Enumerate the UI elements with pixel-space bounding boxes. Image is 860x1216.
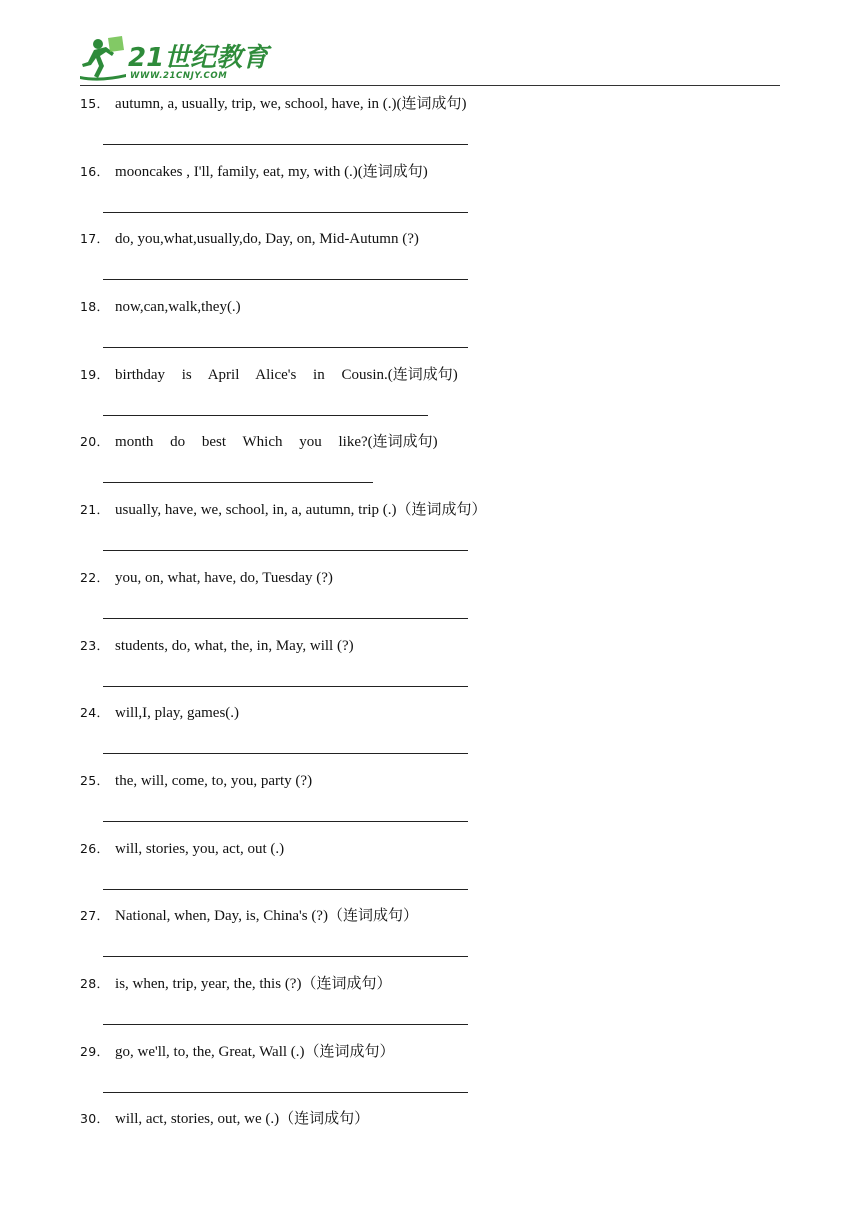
question-item: [80, 568, 780, 636]
question-prompt: [80, 94, 466, 114]
question-prompt: [80, 365, 458, 385]
question-number: 26: [80, 840, 97, 856]
question-number-separator: ．: [96, 1111, 110, 1127]
answer-blank-line[interactable]: [103, 347, 468, 348]
question-item: [80, 906, 780, 974]
question-prompt: [80, 974, 391, 994]
question-item: [80, 703, 780, 771]
question-text: will,I, play, games(.): [115, 705, 240, 722]
question-prompt: [80, 1109, 369, 1129]
question-number-separator: ．: [96, 908, 110, 924]
question-prompt: [80, 162, 428, 182]
question-number-separator: ．: [96, 299, 110, 315]
question-number: 22: [80, 569, 97, 585]
question-text: usually, have, we, school, in, a, autumn, trip (.)（连词成句）: [115, 502, 487, 519]
question-number-separator: ．: [96, 569, 110, 585]
question-prompt: [80, 297, 241, 317]
answer-blank-line[interactable]: [103, 482, 373, 483]
answer-blank-line[interactable]: [103, 279, 468, 280]
question-item: [80, 771, 780, 839]
question-number-separator: ．: [96, 96, 110, 111]
question-prompt: [80, 568, 333, 588]
question-number: 25: [80, 772, 97, 788]
question-number: 29: [80, 1043, 97, 1059]
answer-blank-line[interactable]: [103, 144, 468, 145]
question-item: [80, 365, 780, 433]
question-text: the, will, come, to, you, party (?): [115, 772, 313, 789]
question-text: go, we'll, to, the, Great, Wall (.)（连词成句）: [115, 1043, 395, 1060]
question-number: 30: [80, 1111, 97, 1127]
question-text: you, on, what, have, do, Tuesday (?): [115, 569, 333, 586]
question-number-separator: ．: [96, 434, 110, 450]
answer-blank-line[interactable]: [103, 550, 468, 551]
answer-blank-line[interactable]: [103, 686, 468, 687]
question-text: do, you,what,usually,do, Day, on, Mid-Autumn (?): [115, 231, 419, 248]
question-number: 19: [80, 366, 97, 382]
question-number-separator: ．: [96, 502, 110, 518]
question-item: [80, 162, 780, 230]
question-number: 24: [80, 705, 97, 721]
question-prompt: [80, 906, 418, 926]
question-number-separator: ．: [96, 705, 110, 721]
question-text: National, when, Day, is, China's (?)（连词成句）: [115, 908, 418, 925]
question-number-separator: ．: [96, 366, 110, 382]
question-number: 16: [80, 163, 97, 179]
question-prompt: [80, 1042, 395, 1062]
question-number: 15: [80, 96, 97, 111]
question-item: [80, 500, 780, 568]
question-item: [80, 636, 780, 704]
question-number-separator: ．: [96, 772, 110, 788]
answer-blank-line[interactable]: [103, 821, 468, 822]
question-item: [80, 839, 780, 907]
question-text: is, when, trip, year, the, this (?)（连词成句）: [115, 975, 392, 992]
question-prompt: [80, 229, 419, 249]
question-item: [80, 297, 780, 365]
question-prompt: [80, 432, 438, 452]
question-text: mooncakes , I'll, family, eat, my, with (.)(连词成句): [115, 163, 428, 180]
question-number: 20: [80, 434, 97, 450]
logo-url: WWW.21CNJY.COM: [130, 71, 228, 81]
question-text: will, act, stories, out, we (.)（连词成句）: [115, 1111, 370, 1128]
question-item: [80, 974, 780, 1042]
question-prompt: [80, 636, 354, 656]
answer-blank-line[interactable]: [103, 889, 468, 890]
question-text: month do best Which you like?(连词成句): [115, 434, 438, 451]
question-number: 17: [80, 231, 97, 247]
question-item: [80, 432, 780, 500]
question-number-separator: ．: [96, 637, 110, 653]
question-item: [80, 1109, 780, 1177]
answer-blank-line[interactable]: [103, 212, 468, 213]
question-text: birthday is April Alice's in Cousin.(连词成句): [115, 366, 458, 383]
question-prompt: [80, 703, 239, 723]
site-logo: [80, 36, 269, 82]
question-number-separator: ．: [96, 1043, 110, 1059]
answer-blank-line[interactable]: [103, 415, 428, 416]
answer-blank-line[interactable]: [103, 956, 468, 957]
question-list: [80, 94, 780, 1177]
question-number: 18: [80, 299, 97, 315]
header-divider: [80, 85, 780, 86]
answer-blank-line[interactable]: [103, 1092, 468, 1093]
page-header: [0, 0, 860, 92]
question-text: autumn, a, usually, trip, we, school, have, in (.)(连词成句): [115, 96, 467, 112]
question-number: 27: [80, 908, 97, 924]
question-item: [80, 229, 780, 297]
question-number: 21: [80, 502, 97, 518]
running-man-icon: [80, 36, 126, 81]
answer-blank-line[interactable]: [103, 753, 468, 754]
question-number-separator: ．: [96, 163, 110, 179]
question-prompt: [80, 771, 312, 791]
question-text: will, stories, you, act, out (.): [115, 840, 285, 857]
question-number-separator: ．: [96, 975, 110, 991]
question-item: [80, 94, 780, 162]
question-text: students, do, what, the, in, May, will (?): [115, 637, 354, 654]
question-number-separator: ．: [96, 231, 110, 247]
answer-blank-line[interactable]: [103, 1024, 468, 1025]
logo-wordmark: 21世纪教育: [128, 43, 269, 73]
question-prompt: [80, 839, 284, 859]
question-number: 23: [80, 637, 97, 653]
question-item: [80, 1042, 780, 1110]
question-prompt: [80, 500, 487, 520]
question-number-separator: ．: [96, 840, 110, 856]
answer-blank-line[interactable]: [103, 618, 468, 619]
question-number: 28: [80, 975, 97, 991]
question-text: now,can,walk,they(.): [115, 299, 241, 316]
